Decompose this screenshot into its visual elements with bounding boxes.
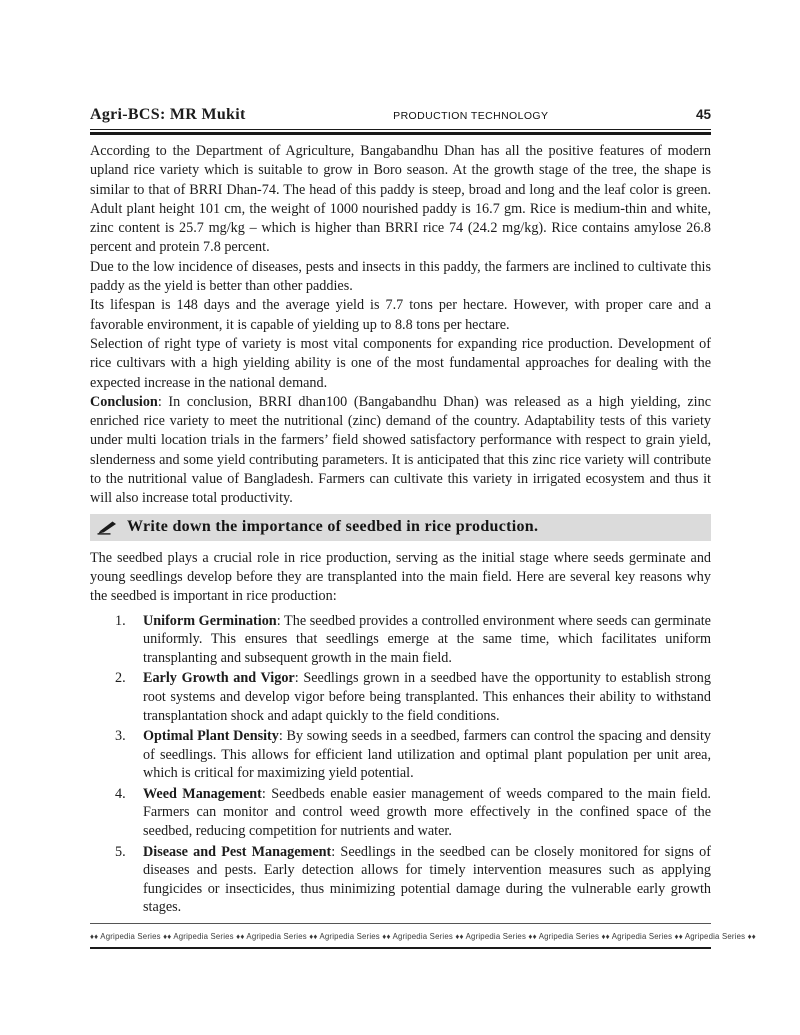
- list-item-text: : Seedlings in the seedbed can be closely monitored for signs of diseases and pests. Early detection allows for timely intervention measures such as applying fungicides or insecticides, thus minimizing potential damage during the vulnerable early growth stages.: [143, 843, 711, 916]
- page-number: 45: [695, 107, 711, 122]
- question-heading-bar: [90, 514, 711, 541]
- list-item-uniform-germination: [90, 612, 711, 668]
- seedbed-reasons-list: [90, 612, 711, 918]
- pen-icon: [97, 520, 119, 535]
- list-item-title: Disease and Pest Management: [143, 843, 332, 860]
- header-book-title: Agri-BCS: MR Mukit: [90, 106, 246, 123]
- list-item-disease-pest-management: [90, 843, 711, 917]
- body-text-block: [90, 142, 711, 509]
- conclusion-text: : In conclusion, BRRI dhan100 (Bangabandhu Dhan) was released as a high yielding, zinc enriched rice variety to meet the nutritional (zinc) demand of the country. Adaptability tests of this variety under multi location trials in the farmers’ field showed satisfactory performance with respect to grain yield, slenderness and some yield contributing parameters. It is anticipated that this zinc rice variety will contribute to the nutritional value of Bangladesh. Farmers can cultivate this variety in irrigated ecosystem and thus it will also increase total productivity.: [90, 393, 711, 507]
- list-item-text: : The seedbed provides a controlled environment where seeds can germinate uniformly. This ensures that seedlings emerge at the same time, which facilitates uniform transplanting and subsequent growth in the main field.: [143, 612, 711, 666]
- list-number: 4.: [115, 785, 126, 802]
- footer-series-text: ♦♦ Agripedia Series ♦♦ Agripedia Series ♦♦ Agripedia Series ♦♦ Agripedia Series ♦♦ Agripedia Series ♦♦ Agripedia Series ♦♦ Agripedia Series ♦♦ Agripedia Series ♦♦ Agripedia Series ♦♦: [90, 932, 756, 942]
- conclusion-label: Conclusion: [90, 393, 158, 410]
- page-footer: [90, 923, 756, 949]
- list-item-weed-management: [90, 785, 711, 841]
- list-item-text: : Seedbeds enable easier management of weeds compared to the main field. Farmers can monitor and control weed growth more effectively in the confined space of the seedbed, reducing competition for nutrients and water.: [143, 785, 711, 840]
- question-text: Write down the importance of seedbed in rice production.: [127, 518, 539, 536]
- list-item-title: Weed Management: [143, 785, 262, 802]
- list-item-title: Uniform Germination: [143, 612, 277, 629]
- list-item-title: Optimal Plant Density: [143, 728, 279, 745]
- paragraph-variety-selection: Selection of right type of variety is most vital components for expanding rice production. Development of rice cultivars with a high yielding ability is one of the most fundamental approaches for dealing with the expected increase in the national demand.: [90, 335, 711, 391]
- list-number: 5.: [115, 843, 126, 860]
- list-number: 1.: [115, 612, 126, 629]
- list-item-title: Early Growth and Vigor: [143, 670, 295, 687]
- paragraph-variety-features: According to the Department of Agriculture, Bangabandhu Dhan has all the positive features of modern upland rice variety which is suitable to grow in Boro season. At the growth stage of the tree, the shape is similar to that of BRRI Dhan-74. The head of this paddy is steep, broad and long and the leaf color is green. Adult plant height 101 cm, the weight of 1000 nourished paddy is 16.7 gm. Rice is medium-thin and white, zinc content is 25.7 mg/kg – which is higher than BRRI rice 74 (24.2 mg/kg). Rice contains amylose 26.8 percent and protein 7.8 percent.: [90, 143, 711, 256]
- page-header: [90, 106, 711, 130]
- list-number: 2.: [115, 670, 126, 687]
- list-item-early-growth: [90, 669, 711, 725]
- header-section-title: PRODUCTION TECHNOLOGY: [393, 110, 549, 122]
- paragraph-lifespan-yield: Its lifespan is 148 days and the average yield is 7.7 tons per hectare. However, with proper care and a favorable environment, it is capable of yielding up to 8.8 tons per hectare.: [90, 297, 711, 333]
- list-item-text: : By sowing seeds in a seedbed, farmers can control the spacing and density of seedlings. This allows for efficient land utilization and optimal plant population per unit area, which is critical for maximizing yield potential.: [143, 728, 711, 782]
- list-number: 3.: [115, 728, 126, 745]
- paragraph-seedbed-intro: The seedbed plays a crucial role in rice production, serving as the initial stage where seeds germinate and young seedlings develop before they are transplanted into the main field. Here are several key reasons why the seedbed is important in rice production:: [90, 549, 711, 605]
- header-rule: [90, 132, 711, 135]
- list-item-plant-density: [90, 727, 711, 783]
- list-item-text: : Seedlings grown in a seedbed have the opportunity to establish strong root systems and develop vigor before being transplanted. This enhances their ability to withstand transplantation shock and adapt quickly to the field conditions.: [143, 670, 711, 724]
- paragraph-conclusion: [90, 393, 711, 509]
- paragraph-disease-incidence: Due to the low incidence of diseases, pests and insects in this paddy, the farmers are inclined to cultivate this paddy as the yield is better than other paddies.: [90, 258, 711, 295]
